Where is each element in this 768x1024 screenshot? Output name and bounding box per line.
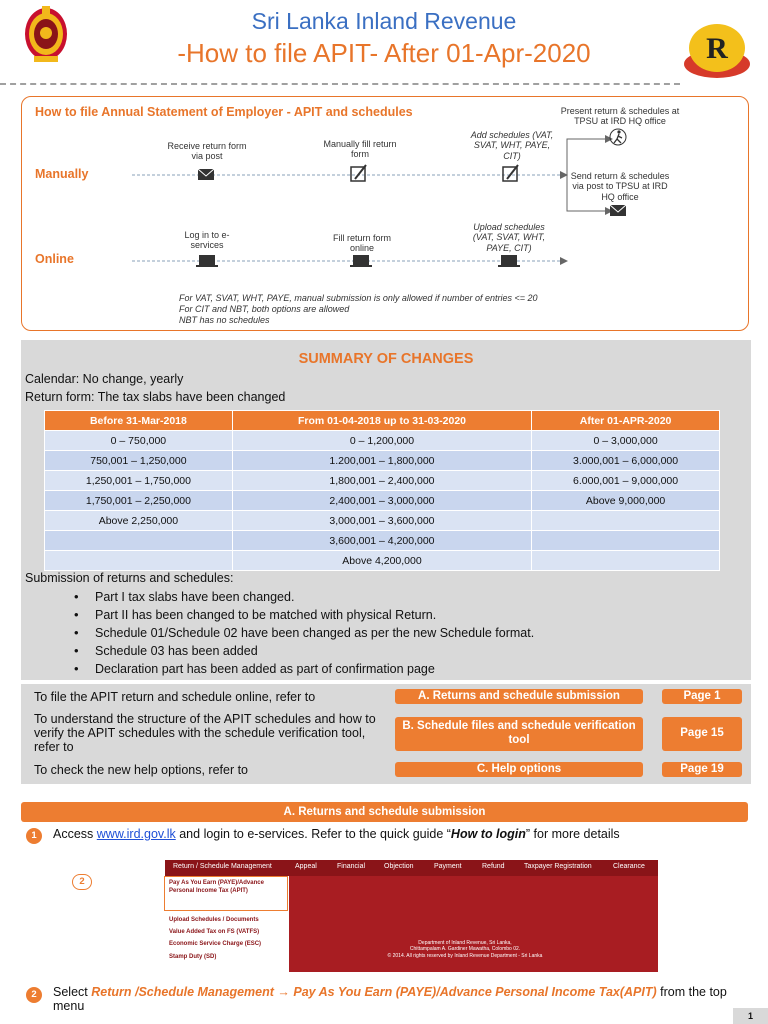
manually-label: Manually — [35, 167, 89, 181]
menu-item-esc[interactable]: Economic Service Charge (ESC) — [169, 941, 262, 947]
edit-icon — [503, 165, 518, 181]
laptop-icon — [196, 255, 218, 267]
step-1-text: Access www.ird.gov.lk and login to e-services. Refer to the quick guide “How to login” for more details — [53, 827, 620, 841]
highlight-box — [164, 876, 288, 911]
menu-appeal[interactable]: Appeal — [295, 863, 317, 870]
table-row: 1,750,001 – 2,250,000 2,400,001 – 3,000,000 Above 9,000,000 — [45, 491, 720, 511]
menu-payment[interactable]: Payment — [434, 863, 462, 870]
page-number: 1 — [733, 1008, 768, 1024]
person-walking-icon — [610, 129, 626, 145]
return-form-line: Return form: The tax slabs have been changed — [25, 390, 286, 404]
table-row: Above 2,250,000 3,000,001 – 3,600,000 — [45, 511, 720, 531]
flow-notes: For VAT, SVAT, WHT, PAYE, manual submission is only allowed if number of entries <= 20 For CIT and NBT, both options are allowed NBT has no schedules — [179, 293, 538, 325]
ref-line-2: To understand the structure of the APIT schedules and how to verify the APIT schedules with the schedule verification tool, refer to — [34, 712, 376, 754]
header-divider — [0, 83, 680, 85]
menu-objection[interactable]: Objection — [384, 863, 414, 870]
top-menu — [165, 860, 658, 876]
page-15-link[interactable]: Page 15 — [662, 717, 742, 751]
submission-heading: Submission of returns and schedules: — [25, 571, 234, 585]
ird-website-link[interactable]: www.ird.gov.lk — [96, 827, 176, 841]
laptop-icon — [350, 255, 372, 267]
table-row: 0 – 750,000 0 – 1,200,000 0 – 3,000,000 — [45, 431, 720, 451]
table-header: After 01-APR-2020 — [532, 411, 720, 431]
manual-step-1: Receive return form via post — [167, 141, 247, 162]
menu-financial[interactable]: Financial — [337, 863, 366, 870]
list-item: • Schedule 03 has been added — [95, 642, 534, 660]
online-step-3: Upload schedules (VAT, SVAT, WHT, PAYE, CIT) — [472, 222, 546, 253]
list-item: • Part I tax slabs have been changed. — [95, 588, 534, 606]
ref-line-3: To check the new help options, refer to — [34, 763, 249, 777]
step-2-text: Select Return /Schedule Management → Pay As You Earn (PAYE)/Advance Personal Income Tax(APIT) from the top menu — [53, 985, 727, 1014]
page-1-link[interactable]: Page 1 — [662, 689, 742, 704]
table-row: Above 4,200,000 — [45, 551, 720, 571]
table-row: 3,600,001 – 4,200,000 — [45, 531, 720, 551]
edit-icon — [351, 165, 366, 181]
flow-title: How to file Annual Statement of Employer - APIT and schedules — [35, 105, 413, 119]
page-subtitle: -How to file APIT- After 01-Apr-2020 — [177, 38, 591, 68]
help-options-link[interactable]: C. Help options — [395, 762, 643, 777]
envelope-icon — [610, 205, 626, 216]
returns-submission-link[interactable]: A. Returns and schedule submission — [395, 689, 643, 704]
menu-item-vatfs[interactable]: Value Added Tax on FS (VATFS) — [169, 929, 260, 935]
step-2-badge: 2 — [26, 987, 42, 1003]
ird-logo-icon — [682, 14, 752, 84]
reference-panel — [21, 684, 751, 784]
page-19-link[interactable]: Page 19 — [662, 762, 742, 777]
menu-clearance[interactable]: Clearance — [613, 863, 645, 870]
online-step-2: Fill return form online — [332, 233, 391, 254]
menu-item-paye[interactable]: Pay As You Earn (PAYE)/Advance Personal Income Tax (APIT) — [169, 880, 264, 894]
list-item: • Declaration part has been added as part of confirmation page — [95, 660, 534, 678]
envelope-icon — [198, 169, 214, 180]
end-post: Send return & schedules via post to TPSU at IRD HQ office — [570, 171, 670, 202]
table-header: From 01-04-2018 up to 31-03-2020 — [232, 411, 531, 431]
manual-step-3: Add schedules (VAT, SVAT, WHT, PAYE, CIT) — [470, 130, 554, 161]
changes-list — [95, 588, 534, 678]
svg-text:R: R — [706, 32, 728, 65]
table-row: 750,001 – 1,250,000 1.200,001 – 1,800,000 3.000,001 – 6,000,000 — [45, 451, 720, 471]
manual-step-2: Manually fill return form — [323, 139, 397, 160]
calendar-line: Calendar: No change, yearly — [25, 372, 184, 386]
end-present: Present return & schedules at TPSU at IRD HQ office — [560, 106, 680, 127]
section-a-header: A. Returns and schedule submission — [21, 802, 748, 822]
menu-return-schedule[interactable]: Return / Schedule Management — [173, 863, 272, 870]
list-item: • Part II has been changed to be matched with physical Return. — [95, 606, 534, 624]
summary-of-changes — [21, 340, 751, 680]
ref-line-1: To file the APIT return and schedule online, refer to — [34, 690, 316, 704]
list-item: • Schedule 01/Schedule 02 have been changed as per the new Schedule format. — [95, 624, 534, 642]
table-header: Before 31-Mar-2018 — [45, 411, 233, 431]
page-title: Sri Lanka Inland Revenue — [251, 8, 517, 34]
tax-slab-table — [44, 410, 720, 571]
menu-taxpayer-registration[interactable]: Taxpayer Registration — [524, 863, 592, 870]
filing-flow-diagram — [21, 96, 749, 331]
step-1-badge: 1 — [26, 828, 42, 844]
laptop-icon — [498, 255, 520, 267]
summary-title: SUMMARY OF CHANGES — [298, 351, 474, 367]
menu-refund[interactable]: Refund — [482, 863, 505, 870]
online-step-1: Log in to e-services — [184, 230, 230, 251]
table-row: 1,250,001 – 1,750,000 1,800,001 – 2,400,000 6.000,001 – 9,000,000 — [45, 471, 720, 491]
menu-item-sd[interactable]: Stamp Duty (SD) — [169, 954, 217, 960]
menu-item-upload[interactable]: Upload Schedules / Documents — [169, 917, 259, 923]
screenshot-footer: Department of Inland Revenue, Sri Lanka, Chittampalam A. Gardiner Mawatha, Colombo 02. © 2014. All rights reserved by Inland Revenue Department - Sri Lanka — [387, 940, 543, 959]
callout-2-badge: 2 — [72, 874, 92, 890]
schedule-files-link[interactable]: B. Schedule files and schedule verification tool — [395, 717, 643, 751]
online-label: Online — [35, 252, 74, 266]
